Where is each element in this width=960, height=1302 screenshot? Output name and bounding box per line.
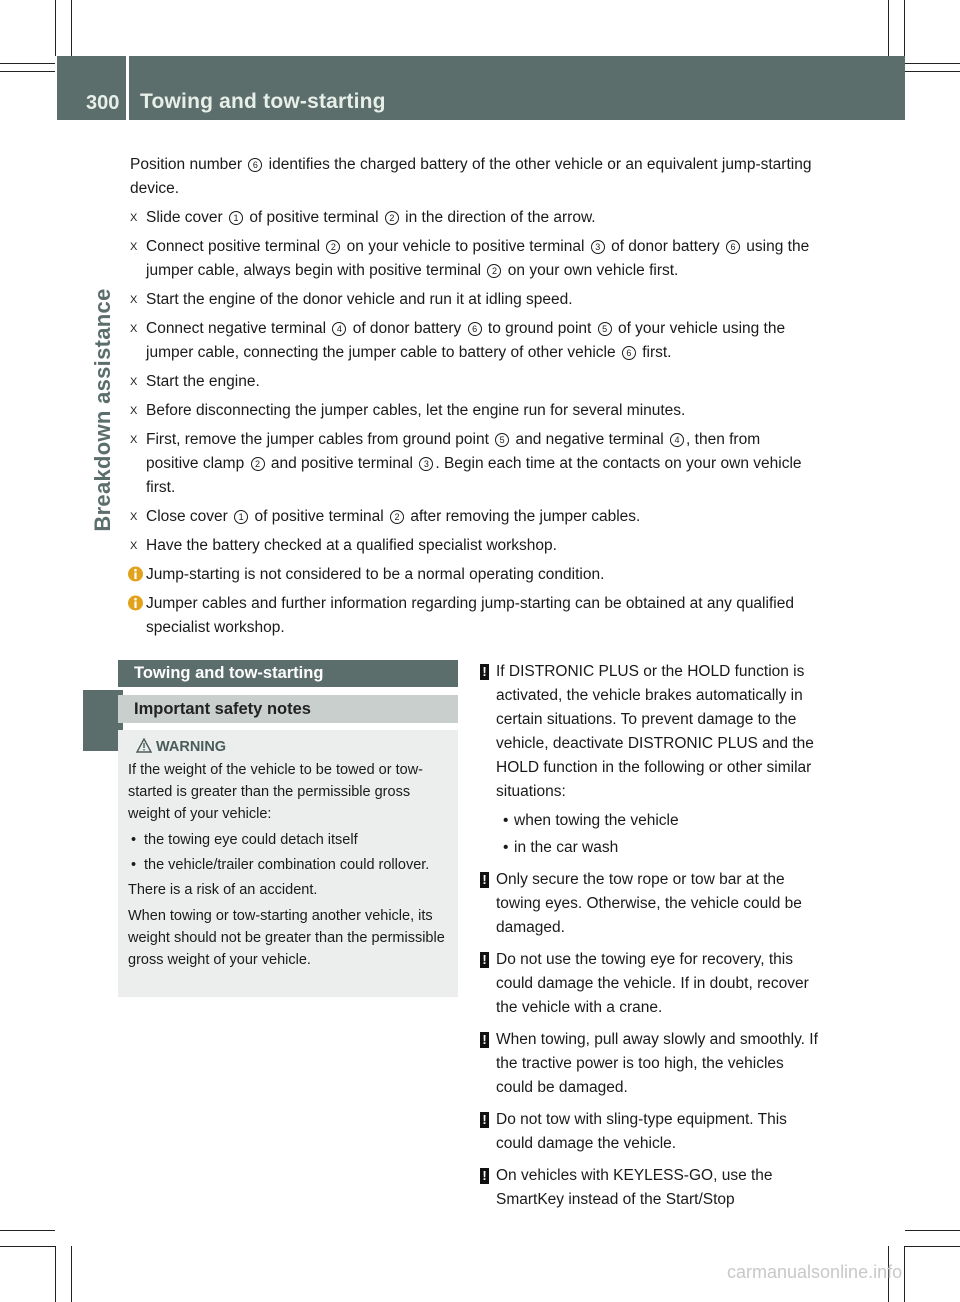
section-heading: Towing and tow-starting: [118, 660, 458, 687]
note-bullet: • when towing the vehicle: [503, 812, 679, 829]
instruction-step: X First, remove the jumper cables from ground point 5 and negative terminal 4 , then from positive clamp 2 and positive terminal 3 . Begin each time at the contacts on your own vehicle first.: [130, 428, 815, 500]
crop-mark: [904, 0, 905, 56]
caution-note: ! Only secure the tow rope or tow bar at the towing eyes. Otherwise, the vehicle could be damaged.: [480, 868, 820, 940]
crop-mark: [71, 0, 72, 56]
step-arrow-icon: X: [130, 434, 138, 446]
instruction-step: X Close cover 1 of positive terminal 2 after removing the jumper cables.: [130, 505, 815, 529]
crop-mark: [905, 63, 960, 64]
page-number: 300: [86, 92, 120, 114]
caution-note: ! On vehicles with KEYLESS-GO, use the SmartKey instead of the Start/Stop: [480, 1164, 820, 1212]
exclamation-icon: !: [480, 872, 489, 888]
warning-text: When towing or tow-starting another vehicle, its weight should not be greater than the permissible gross weight of your vehicle.: [128, 908, 445, 968]
warning-bullet: • the towing eye could detach itself: [131, 832, 358, 848]
warning-text: If the weight of the vehicle to be towed or tow-started is greater than the permissible gross weight of your vehicle:: [128, 762, 423, 822]
step-arrow-icon: X: [130, 294, 138, 306]
info-note: Jumper cables and further information regarding jump-starting can be obtained at any qualified specialist workshop.: [130, 592, 815, 640]
step-arrow-icon: X: [130, 376, 138, 388]
crop-mark: [905, 1246, 960, 1247]
instruction-step: X Connect positive terminal 2 on your vehicle to positive terminal 3 of donor battery 6 using the jumper cable, always begin with positive terminal 2 on your own vehicle first.: [130, 235, 815, 283]
crop-mark: [888, 0, 889, 56]
exclamation-icon: !: [480, 1168, 489, 1184]
page-title: Towing and tow-starting: [140, 90, 386, 113]
info-note: Jump-starting is not considered to be a normal operating condition.: [130, 563, 815, 587]
info-icon: [128, 566, 143, 582]
crop-mark: [0, 1246, 55, 1247]
exclamation-icon: !: [480, 664, 489, 680]
warning-triangle-icon: [136, 738, 152, 753]
crop-mark: [905, 71, 960, 72]
instruction-step: X Before disconnecting the jumper cables, let the engine run for several minutes.: [130, 399, 815, 423]
exclamation-icon: !: [480, 1032, 489, 1048]
exclamation-icon: !: [480, 1112, 489, 1128]
chapter-tab-marker: [83, 690, 123, 751]
info-icon: [128, 595, 143, 611]
number-6-marker: 6: [248, 158, 262, 172]
note-bullet: • in the car wash: [503, 839, 619, 856]
crop-mark: [0, 1230, 55, 1231]
intro-paragraph: Position number 6 identifies the charged battery of the other vehicle or an equivalent jump-starting device.: [130, 156, 812, 197]
instruction-step: X Connect negative terminal 4 of donor battery 6 to ground point 5 of your vehicle using the jumper cable, connecting the jumper cable to battery of other vehicle 6 first.: [130, 317, 815, 365]
jump-start-instructions: [130, 153, 815, 645]
exclamation-icon: !: [480, 952, 489, 968]
crop-mark: [55, 0, 56, 56]
caution-note: ! Do not tow with sling-type equipment. This could damage the vehicle.: [480, 1108, 820, 1156]
crop-mark: [55, 1246, 56, 1302]
warning-box: [118, 730, 458, 997]
warning-bullet: • the vehicle/trailer combination could rollover.: [131, 857, 430, 873]
instruction-step: X Start the engine.: [130, 370, 815, 394]
step-arrow-icon: X: [130, 241, 138, 253]
caution-note: ! When towing, pull away slowly and smoothly. If the tractive power is too high, the vehicles could be damaged.: [480, 1028, 820, 1100]
warning-text: There is a risk of an accident.: [128, 882, 318, 898]
warning-title: WARNING: [128, 736, 454, 758]
crop-mark: [905, 1230, 960, 1231]
crop-mark: [0, 71, 55, 72]
crop-mark: [904, 1246, 905, 1302]
instruction-step: X Slide cover 1 of positive terminal 2 in the direction of the arrow.: [130, 206, 815, 230]
step-arrow-icon: X: [130, 212, 138, 224]
step-arrow-icon: X: [130, 540, 138, 552]
caution-note: ! If DISTRONIC PLUS or the HOLD function is activated, the vehicle brakes automatically in certain situations. To prevent damage to the vehicle, deactivate DISTRONIC PLUS and the HOLD function in the following or other similar situations:: [480, 660, 820, 804]
chapter-tab-label: Breakdown assistance: [90, 288, 115, 532]
watermark: carmanualsonline.info: [727, 1262, 903, 1282]
instruction-step: X Have the battery checked at a qualified specialist workshop.: [130, 534, 815, 558]
step-arrow-icon: X: [130, 405, 138, 417]
crop-mark: [71, 1246, 72, 1302]
caution-notes: [480, 660, 820, 1217]
step-arrow-icon: X: [130, 323, 138, 335]
step-arrow-icon: X: [130, 511, 138, 523]
caution-note: ! Do not use the towing eye for recovery, this could damage the vehicle. If in doubt, recover the vehicle with a crane.: [480, 948, 820, 1020]
subsection-heading: Important safety notes: [118, 695, 458, 723]
instruction-step: X Start the engine of the donor vehicle and run it at idling speed.: [130, 288, 815, 312]
crop-mark: [0, 63, 55, 64]
header-divider: [126, 56, 129, 120]
